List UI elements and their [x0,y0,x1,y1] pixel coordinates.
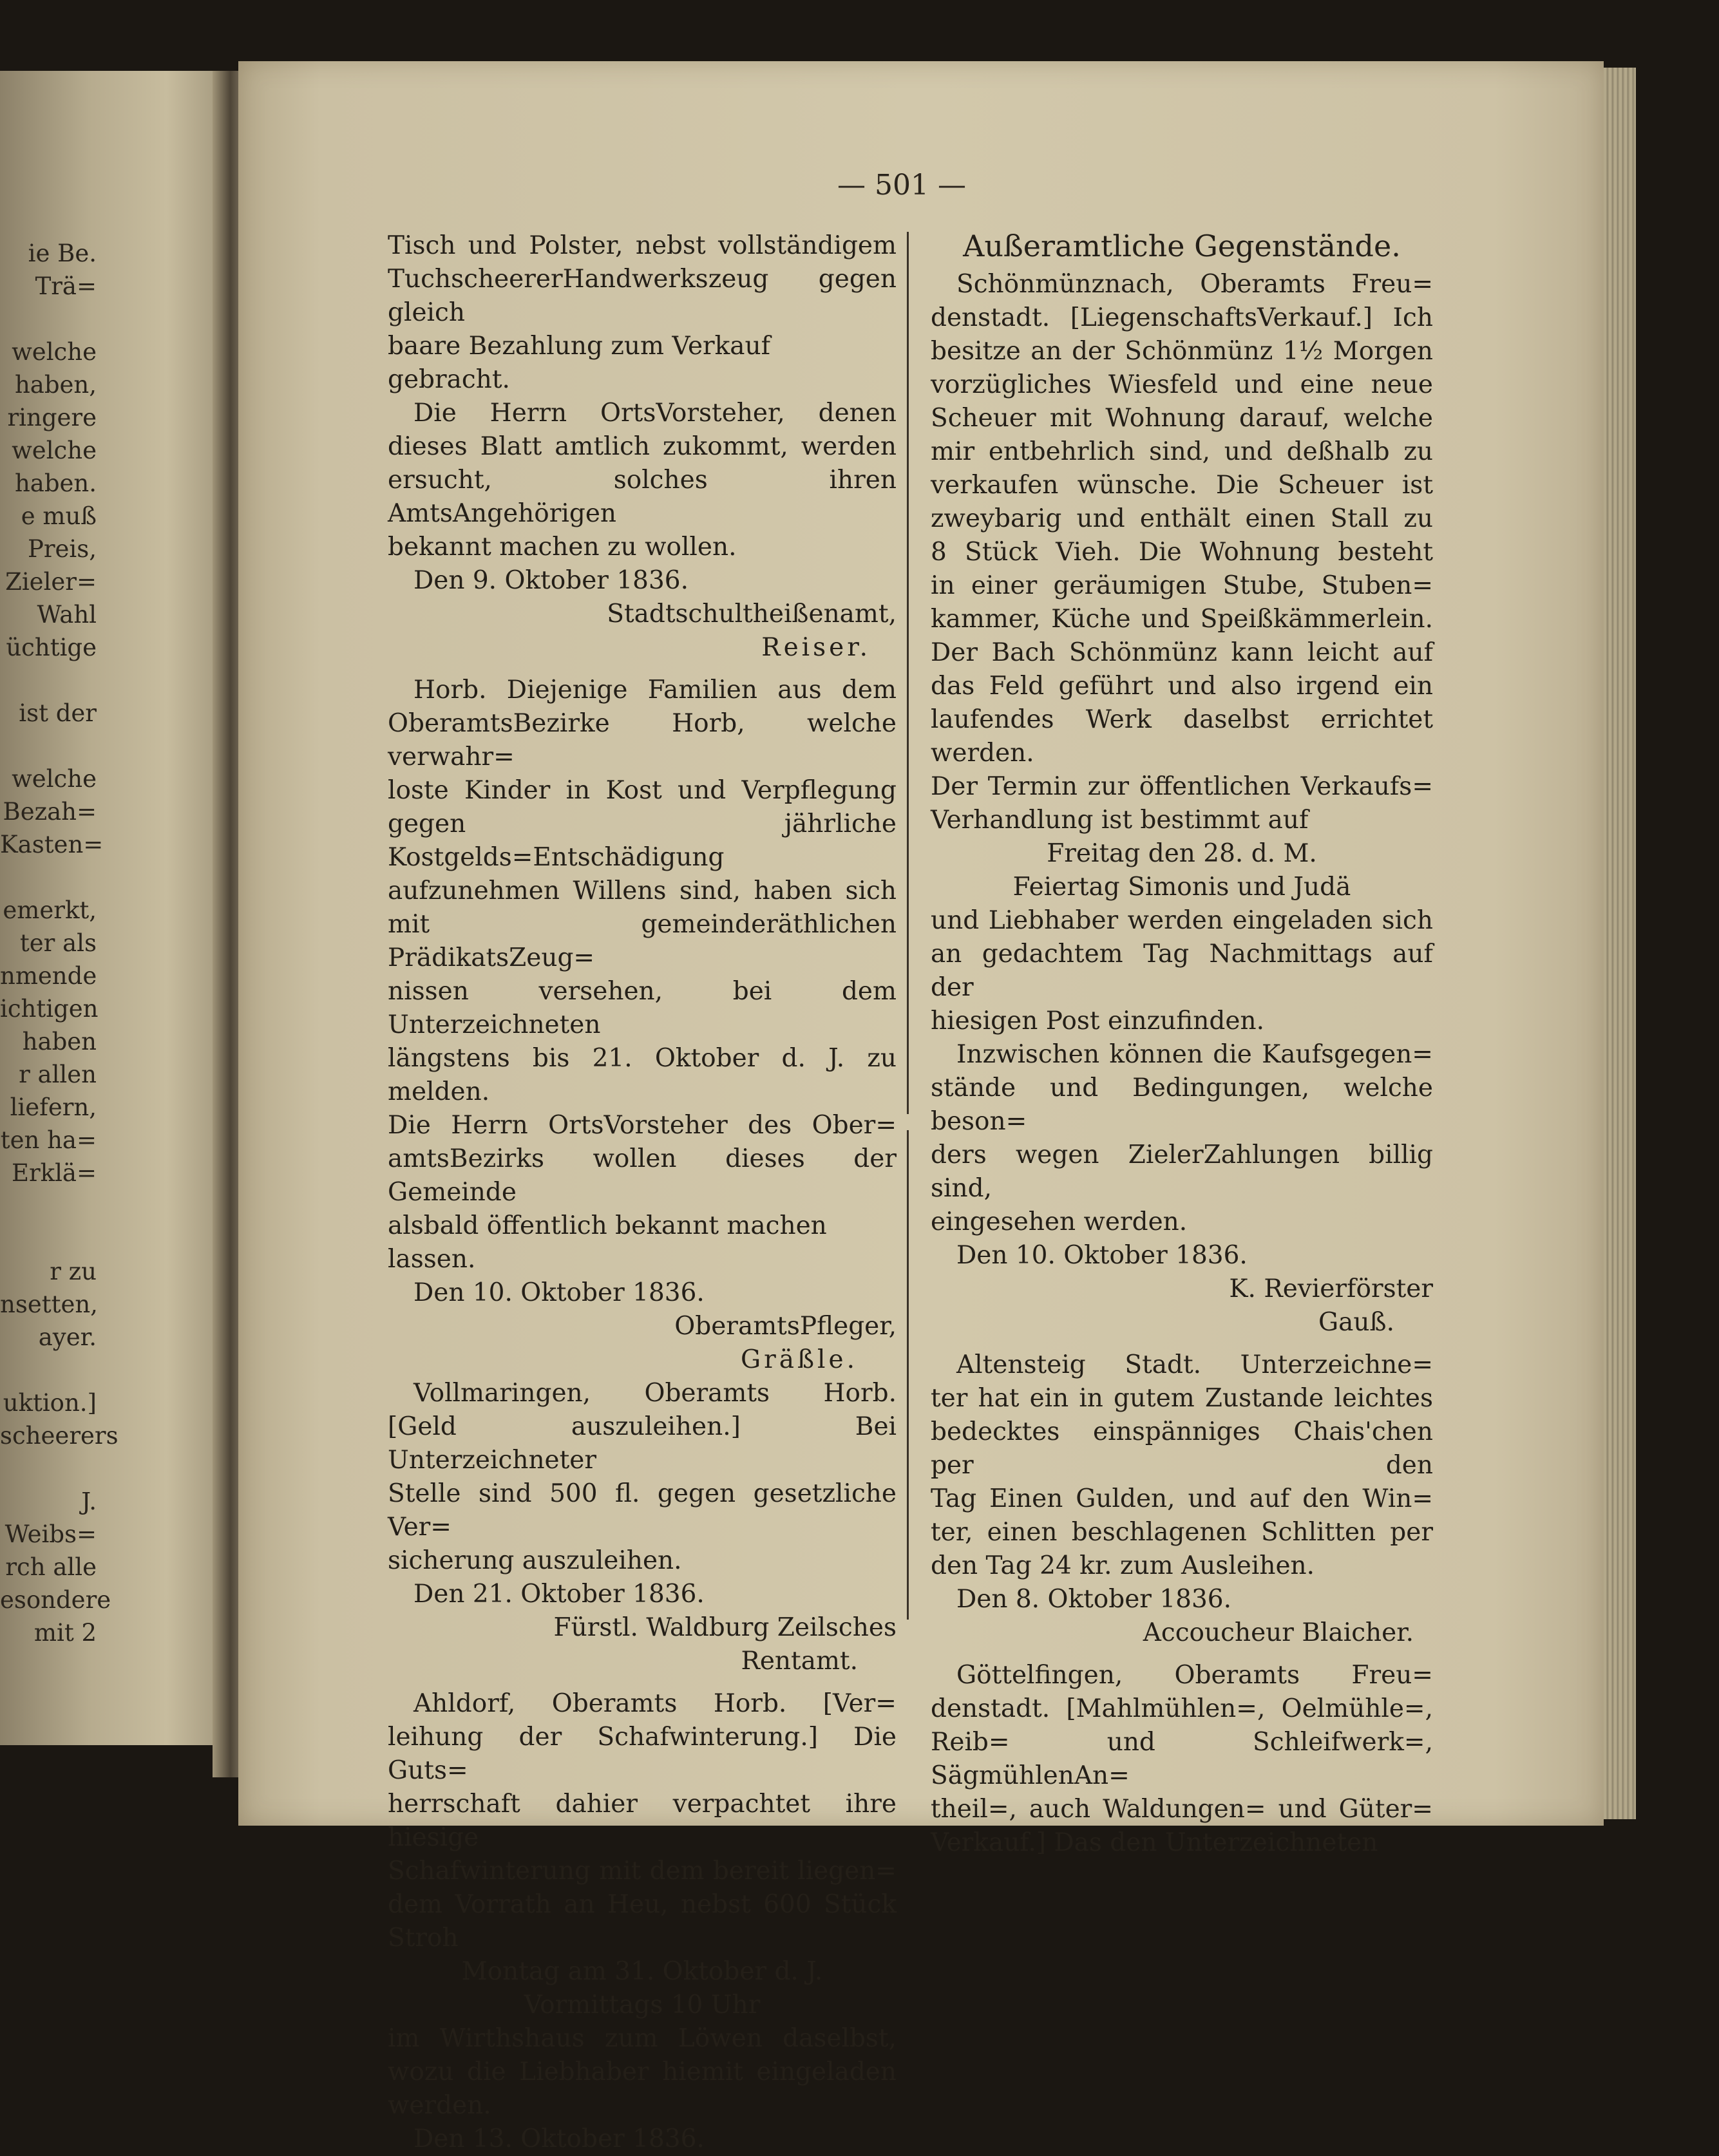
left-page-fragment: Zieler= [5,568,97,596]
text-line: Vollmaringen, Oberamts Horb. [413,1379,897,1408]
text-line: bedecktes einspänniges Chais'chen per den [931,1417,1433,1480]
text-line: herrschaft dahier verpachtet ihre hiesige [388,1790,897,1852]
date-line: Den 21. Oktober 1836. [413,1580,705,1609]
text-line: Altensteig Stadt. Unterzeichne= [956,1350,1433,1379]
text-line: TuchscheererHandwerkszeug gegen gleich [388,265,897,327]
left-page-fragment: welche [12,338,97,366]
left-page-fragment: ichtigen [0,995,99,1023]
left-page-fragment: haben, [14,371,97,399]
left-page-fragment: J. [81,1488,97,1515]
left-page-fragment: esondere [0,1586,111,1614]
text-line: ter hat ein in gutem Zustande leichtes [931,1384,1433,1413]
text-line: im Wirthshaus zum Löwen daselbst, [388,2024,897,2053]
text-line: in einer geräumigen Stube, Stuben= [931,571,1433,600]
left-page-fragment: Weibs= [5,1520,97,1548]
sale-date: Freitag den 28. d. M. [1047,839,1317,868]
left-page-fragment: r zu [50,1258,97,1285]
signature-office: Fürstl. Waldburg Zeilsches [553,1613,897,1642]
text-line: das Feld geführt und also irgend ein [931,672,1433,701]
text-line: aufzunehmen Willens sind, haben sich [388,876,897,905]
signature-name: Gauß. [1318,1308,1394,1337]
text-line: Stroh [388,1924,459,1953]
date-line: Den 10. Oktober 1836. [956,1241,1248,1270]
text-line: längstens bis 21. Oktober d. J. zu melden. [388,1044,897,1106]
page-number: — 501 — [837,169,966,202]
auction-date: Montag am 31. Oktober d. J. [461,1957,823,1986]
page-edges [1604,68,1636,1819]
left-page-fragment: haben [22,1028,97,1055]
date-line: Den 10. Oktober 1836. [413,1278,705,1307]
left-page-fragment: e muß [21,502,97,530]
left-page-fragment: Erklä= [11,1159,97,1187]
signature-office: K. Revierförster [1229,1274,1433,1303]
text-line: Die Herrn OrtsVorsteher, denen [413,399,897,428]
column-right [931,229,1433,1860]
signature-name: Accoucheur Blaicher. [1143,1618,1414,1647]
left-page-fragment: scheerers [0,1422,119,1450]
sale-feast: Feiertag Simonis und Judä [1012,873,1351,902]
left-page-fragment: ist der [19,699,97,727]
left-page-fragment: nmende [0,962,97,990]
left-page-fragment: liefern, [10,1093,97,1121]
signature-name: Reiser. [761,633,871,662]
left-page-fragment: rch alle [5,1553,97,1581]
notice-ahldorf [388,1687,897,1955]
text-line: hiesigen Post einzufinden. [931,1007,1264,1035]
text-line: ersucht, solches ihren AmtsAngehörigen [388,466,897,528]
left-page-fragment: welche [12,437,97,464]
text-line: dem Vorrath an Heu, nebst 600 Stück [388,1890,897,1919]
text-line: alsbald öffentlich bekannt machen lassen. [388,1211,827,1274]
text-line: sicherung auszuleihen. [388,1546,682,1575]
text-line: Inzwischen können die Kaufsgegen= [956,1040,1433,1069]
column-divider [907,232,909,1114]
text-line: und Liebhaber werden eingeladen sich [931,906,1433,935]
text-line: den Tag 24 kr. zum Ausleihen. [931,1551,1315,1580]
notice-ahldorf-cont [388,2022,897,2123]
notice-schoenmuenznach-inspection [931,1038,1433,1239]
text-line: bekannt machen zu wollen. [388,533,737,562]
text-line: Die Herrn OrtsVorsteher des Ober= [388,1111,897,1140]
text-line: Scheuer mit Wohnung darauf, welche [931,404,1433,433]
left-page-fragment: welche [12,765,97,793]
notice-schoenmuenznach-cont [931,904,1433,1038]
text-line: ter, einen beschlagenen Schlitten per [931,1518,1433,1547]
text-line: mit gemeinderäthlichen PrädikatsZeug= [388,910,897,972]
column-divider [907,1130,909,1620]
text-line: Der Termin zur öffentlichen Verkaufs= [931,772,1433,801]
text-line: ders wegen ZielerZahlungen billig sind, [931,1140,1433,1203]
left-page-fragment: ie Be. [28,240,97,267]
left-page-fragment: ringere [7,404,97,431]
left-page-fragment: ayer. [38,1323,97,1351]
text-line: [Geld auszuleihen.] Bei Unterzeichneter [388,1412,897,1475]
signature-name: Rentamt. [741,1647,858,1676]
text-line: zweybarig und enthält einen Stall zu [931,504,1433,533]
left-page-fragment: uktion.] [3,1389,97,1417]
text-line: Schafwinterung mit dem bereit liegen= [388,1857,897,1886]
date-line: Den 9. Oktober 1836. [413,566,689,595]
left-page-fragment: Preis, [27,535,97,563]
text-line: denstadt. [Mahlmühlen=, Oelmühle=, [931,1694,1433,1723]
text-line: wozu die Liebhaber hiemit eingeladen [388,2057,897,2086]
signature-name: Gräßle. [740,1345,858,1374]
text-line: verkaufen wünsche. Die Scheuer ist [931,471,1433,500]
text-line: Horb. Diejenige Familien aus dem [413,676,897,704]
notice-tisch-polster [388,229,897,397]
text-line: Ahldorf, Oberamts Horb. [Ver= [413,1689,897,1718]
text-line: an gedachtem Tag Nachmittags auf der [931,940,1433,1002]
notice-vollmaringen [388,1377,897,1578]
text-line: Verkauf.] Das den Unterzeichneten [931,1828,1378,1857]
text-line: baare Bezahlung zum Verkauf gebracht. [388,332,771,394]
left-page-fragment: nsetten, [0,1291,98,1318]
text-line: denstadt. [LiegenschaftsVerkauf.] Ich [931,303,1433,332]
text-line: Verhandlung ist bestimmt auf [931,806,1309,835]
column-left [388,229,897,2156]
text-line: 8 Stück Vieh. Die Wohnung besteht [931,538,1433,567]
notice-ortsvorsteher [388,397,897,564]
left-page-fragment: ten ha= [0,1126,97,1154]
left-page-fragment: Bezah= [3,798,97,826]
text-line: laufendes Werk daselbst errichtet werden. [931,705,1433,768]
text-line: Der Bach Schönmünz kann leicht auf [931,638,1433,667]
text-line: kammer, Küche und Speißkämmerlein. [931,605,1433,634]
signature-office: OberamtsPfleger, [674,1312,897,1341]
notice-altensteig [931,1348,1433,1583]
auction-time: Vormittags 10 Uhr [524,1991,761,2019]
text-line: Göttelfingen, Oberamts Freu= [956,1661,1433,1690]
left-page-fragment: ter als [19,929,97,957]
left-page-fragment: r allen [19,1061,97,1088]
text-line: gegen jährliche Kostgelds=Entschädigung [388,809,897,872]
text-line: Reib= und Schleifwerk=, SägmühlenAn= [931,1728,1433,1790]
text-line: OberamtsBezirke Horb, welche verwahr= [388,709,897,771]
text-line: leihung der Schafwinterung.] Die Guts= [388,1723,897,1785]
text-line: Schönmünznach, Oberamts Freu= [956,270,1433,299]
text-line: theil=, auch Waldungen= und Güter= [931,1795,1433,1824]
text-line: Tisch und Polster, nebst vollständigem [388,231,897,260]
text-line: vorzügliches Wiesfeld und eine neue [931,370,1433,399]
left-page-fragment: üchtige [6,634,97,661]
text-line: Stelle sind 500 fl. gegen gesetzliche Ver= [388,1479,897,1542]
text-line: werden. [388,2091,491,2120]
left-page-fragment: mit 2 [33,1619,97,1647]
notice-schoenmuenznach [931,268,1433,837]
text-line: nissen versehen, bei dem Unterzeichneten [388,977,897,1039]
left-page-fragment: Kasten= [0,831,104,858]
left-page-fragment: emerkt, [3,896,97,924]
left-page-fragment: haben. [14,469,97,497]
left-page-fragment: Wahl [37,601,97,629]
notice-horb [388,674,897,1276]
left-page-fragment: Trä= [35,272,97,300]
text-line: besitze an der Schönmünz 1½ Morgen [931,337,1433,366]
section-heading: Außeramtliche Gegenstände. [963,229,1401,263]
date-line: Den 8. Oktober 1836. [956,1585,1231,1614]
text-line: loste Kinder in Kost und Verpflegung [388,776,897,805]
notice-goettelfingen [931,1659,1433,1860]
text-line: eingesehen werden. [931,1207,1188,1236]
text-line: amtsBezirks wollen dieses der Gemeinde [388,1144,897,1207]
text-line: mir entbehrlich sind, und deßhalb zu [931,437,1433,466]
text-line: stände und Bedingungen, welche beson= [931,1073,1433,1136]
text-line: dieses Blatt amtlich zukommt, werden [388,432,897,461]
signature-office: Stadtschultheißenamt, [607,600,897,629]
text-line: Tag Einen Gulden, und auf den Win= [931,1484,1433,1513]
date-line: Den 13. Oktober 1836. [413,2124,705,2153]
